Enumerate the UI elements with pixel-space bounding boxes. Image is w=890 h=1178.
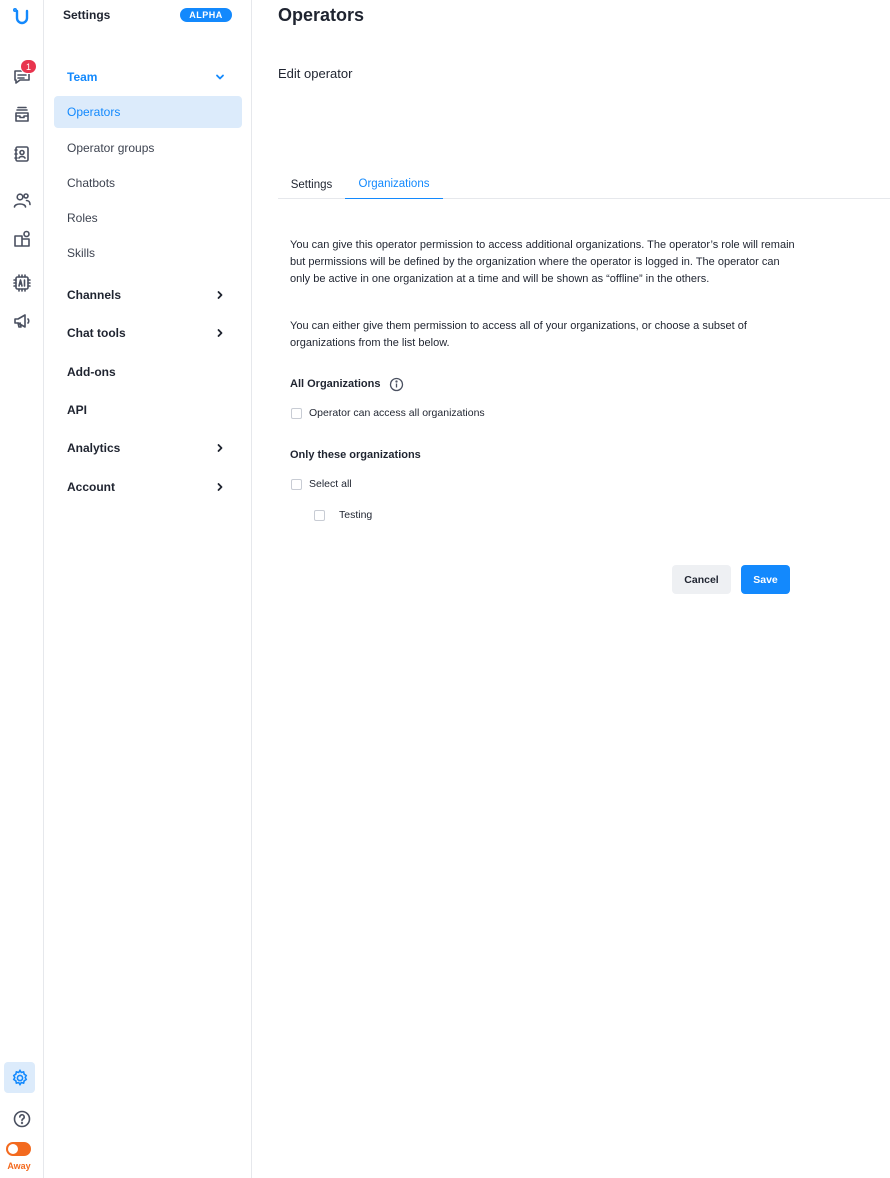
- status-label: Away: [7, 1161, 31, 1171]
- logo-icon[interactable]: [7, 2, 37, 32]
- sidebar-item-label: API: [67, 403, 88, 417]
- chevron-right-icon: [214, 327, 226, 339]
- sidebar-item-chat-tools[interactable]: [54, 317, 242, 349]
- chevron-right-icon: [214, 442, 226, 454]
- sidebar-item-label: Chatbots: [67, 176, 116, 190]
- tab-bar: [278, 170, 890, 199]
- gear-icon[interactable]: [4, 1062, 35, 1093]
- sidebar-item-analytics[interactable]: [54, 432, 242, 464]
- select-all-checkbox[interactable]: [291, 479, 302, 490]
- sidebar-item-label: Account: [67, 480, 115, 494]
- select-all-row[interactable]: [291, 478, 352, 490]
- sidebar-item-operators[interactable]: [54, 96, 242, 128]
- sidebar-item-roles[interactable]: [54, 202, 242, 234]
- sidebar-item-label: Add-ons: [67, 365, 116, 379]
- sidebar-title: Settings: [63, 8, 111, 22]
- sidebar-item-label: Operators: [67, 105, 121, 119]
- megaphone-icon[interactable]: [7, 306, 37, 336]
- notification-badge: 1: [20, 59, 37, 74]
- chevron-right-icon: [214, 481, 226, 493]
- description-paragraph-2: You can either give them permission to access all of your organizations, or choose a subset of organizations from the list below.: [290, 320, 747, 349]
- organization-name: Testing: [339, 509, 373, 521]
- all-organizations-heading: All Organizations: [290, 378, 381, 390]
- icon-rail: [0, 0, 44, 1178]
- help-icon[interactable]: [7, 1104, 37, 1134]
- page-subtitle: Edit operator: [278, 66, 353, 81]
- sidebar-item-channels[interactable]: [54, 279, 242, 311]
- info-icon[interactable]: [389, 377, 404, 392]
- sidebar-item-label: Channels: [67, 288, 122, 302]
- all-organizations-checkbox[interactable]: [291, 408, 302, 419]
- apps-icon[interactable]: [7, 224, 37, 254]
- chevron-down-icon: [214, 71, 226, 83]
- people-icon[interactable]: [7, 185, 37, 215]
- tab-organizations[interactable]: Organizations: [345, 170, 443, 199]
- contacts-icon[interactable]: [7, 139, 37, 169]
- sidebar-item-operator-groups[interactable]: [54, 132, 242, 164]
- sidebar-item-label: Operator groups: [67, 141, 155, 155]
- sidebar-item-account[interactable]: [54, 471, 242, 503]
- ai-chip-icon[interactable]: [7, 268, 37, 298]
- checkbox-label: Operator can access all organizations: [309, 407, 485, 419]
- organization-checkbox[interactable]: [314, 510, 325, 521]
- sidebar-item-team[interactable]: [54, 61, 242, 93]
- alpha-badge: ALPHA: [180, 8, 232, 22]
- sidebar-item-add-ons[interactable]: [54, 356, 242, 388]
- description-paragraph: You can give this operator permission to access additional organizations. The operator’s role will remain but permissions will be defined by the organization where the operator is logged in. The operator can only be active in one organization at a time and will be shown as “offline” in the others.: [290, 239, 795, 285]
- save-button[interactable]: Save: [741, 565, 790, 594]
- only-these-organizations-heading: Only these organizations: [290, 449, 421, 461]
- tab-settings[interactable]: Settings: [290, 178, 333, 191]
- cancel-button[interactable]: Cancel: [672, 565, 731, 594]
- main-content: [252, 0, 890, 1178]
- sidebar-item-label: Team: [67, 70, 98, 84]
- sidebar-item-chatbots[interactable]: [54, 167, 242, 199]
- settings-sidebar: [44, 0, 252, 1178]
- status-toggle[interactable]: [6, 1142, 31, 1156]
- sidebar-item-label: Chat tools: [67, 326, 126, 340]
- chevron-right-icon: [214, 289, 226, 301]
- all-organizations-row[interactable]: [291, 407, 485, 419]
- checkbox-label: Select all: [309, 478, 352, 490]
- inbox-icon[interactable]: [7, 100, 37, 130]
- sidebar-item-api[interactable]: [54, 394, 242, 426]
- sidebar-item-label: Analytics: [67, 441, 121, 455]
- page-title: Operators: [278, 5, 365, 25]
- organization-row[interactable]: [314, 509, 372, 521]
- sidebar-item-label: Skills: [67, 246, 96, 260]
- sidebar-item-skills[interactable]: [54, 237, 242, 269]
- sidebar-item-label: Roles: [67, 211, 98, 225]
